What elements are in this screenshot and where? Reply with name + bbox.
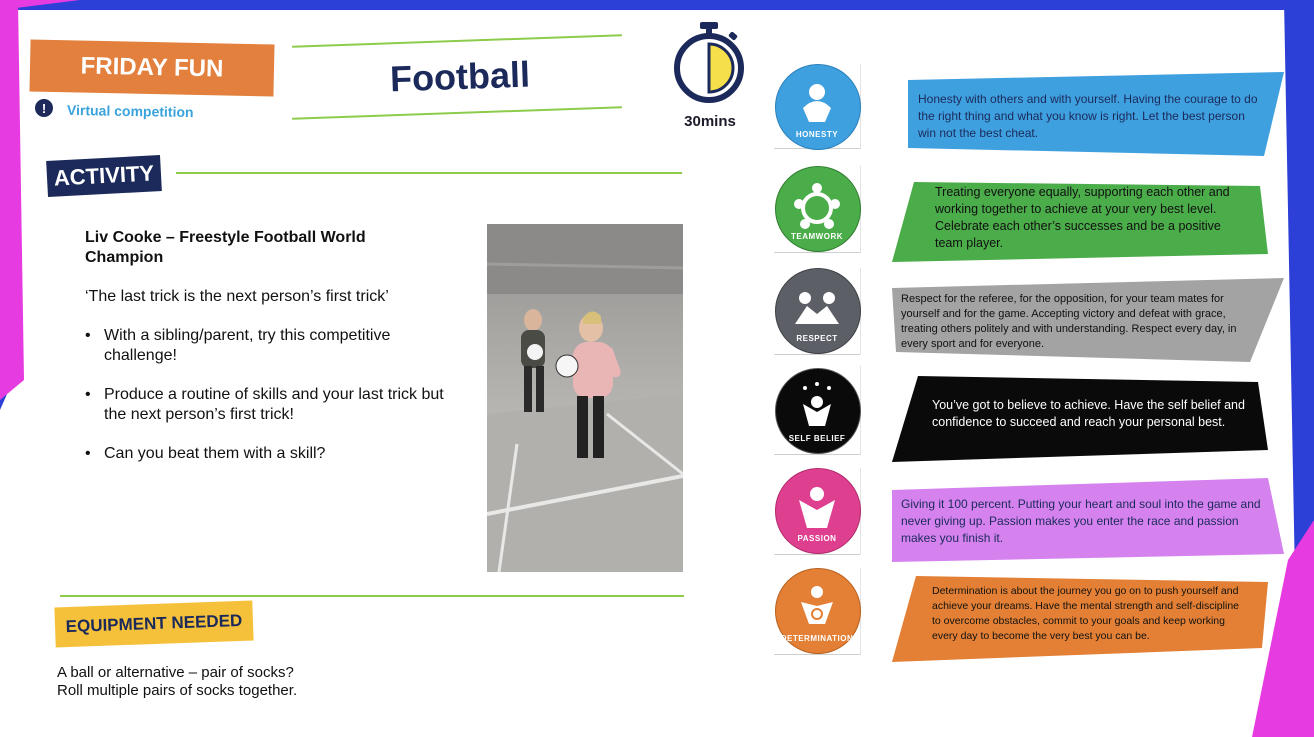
activity-bullets — [85, 326, 455, 483]
respect-text: Respect for the referee, for the opposition, for your team mates for yourself and for the game. Accepting victory and defeat with grace, treating others politely and with understanding. Respect every day, in every sport and for everyone. — [901, 293, 1237, 350]
passion-text: Giving it 100 percent. Putting your heart and soul into the game and never giving up. Passion makes you enter the race and passion makes you finish it. — [901, 497, 1261, 545]
timer-label: 30mins — [684, 113, 736, 130]
equipment-line-1: A ball or alternative – pair of socks? — [57, 664, 294, 681]
virtual-competition-label: Virtual competition — [66, 101, 194, 121]
friday-fun-tag: FRIDAY FUN — [29, 39, 274, 96]
activity-photo — [487, 224, 683, 572]
stopwatch-icon — [672, 20, 746, 104]
bullet-item: • Can you beat them with a skill? — [85, 444, 455, 464]
equipment-line-2: Roll multiple pairs of socks together. — [57, 682, 298, 699]
bullet-item: • With a sibling/parent, try this competitive challenge! — [85, 326, 455, 366]
activity-heading: Liv Cooke – Freestyle Football World Champion — [85, 229, 366, 266]
respect-badge-label: RESPECT — [796, 334, 838, 343]
self-belief-text: You’ve got to believe to achieve. Have the self belief and confidence to succeed and reach your personal best. — [932, 398, 1245, 429]
determination-badge-label: DETERMINATION — [780, 634, 854, 643]
page-title: Football — [389, 53, 531, 100]
self-belief-badge-label: SELF BELIEF — [788, 434, 846, 443]
bullet-item: • Produce a routine of skills and your last trick but the next person’s first trick! — [85, 385, 455, 425]
equipment-line — [60, 595, 684, 597]
teamwork-text: Treating everyone equally, supporting each other and working together to achieve at your very best level. Celebrate each other’s successes and be a positive team player. — [935, 185, 1230, 250]
info-icon: ! — [35, 99, 53, 117]
equipment-text — [57, 664, 297, 700]
activity-quote: ‘The last trick is the next person’s first trick’ — [85, 288, 389, 305]
activity-tag: ACTIVITY — [46, 155, 162, 197]
teamwork-badge-label: TEAMWORK — [791, 232, 843, 241]
determination-text: Determination is about the journey you go on to push yourself and achieve your dreams. Have the mental strength and self-discipline to overcome obstacles, commit to your goals and keep working every day to become the very best you can be. — [932, 585, 1239, 642]
honesty-text: Honesty with others and with yourself. Having the courage to do the right thing and what you know is right. Let the best person win not the best cheat. — [918, 92, 1258, 140]
equipment-tag: EQUIPMENT NEEDED — [54, 601, 253, 648]
honesty-badge-label: HONESTY — [795, 130, 839, 139]
activity-line — [176, 172, 682, 174]
passion-badge-label: PASSION — [797, 534, 837, 543]
